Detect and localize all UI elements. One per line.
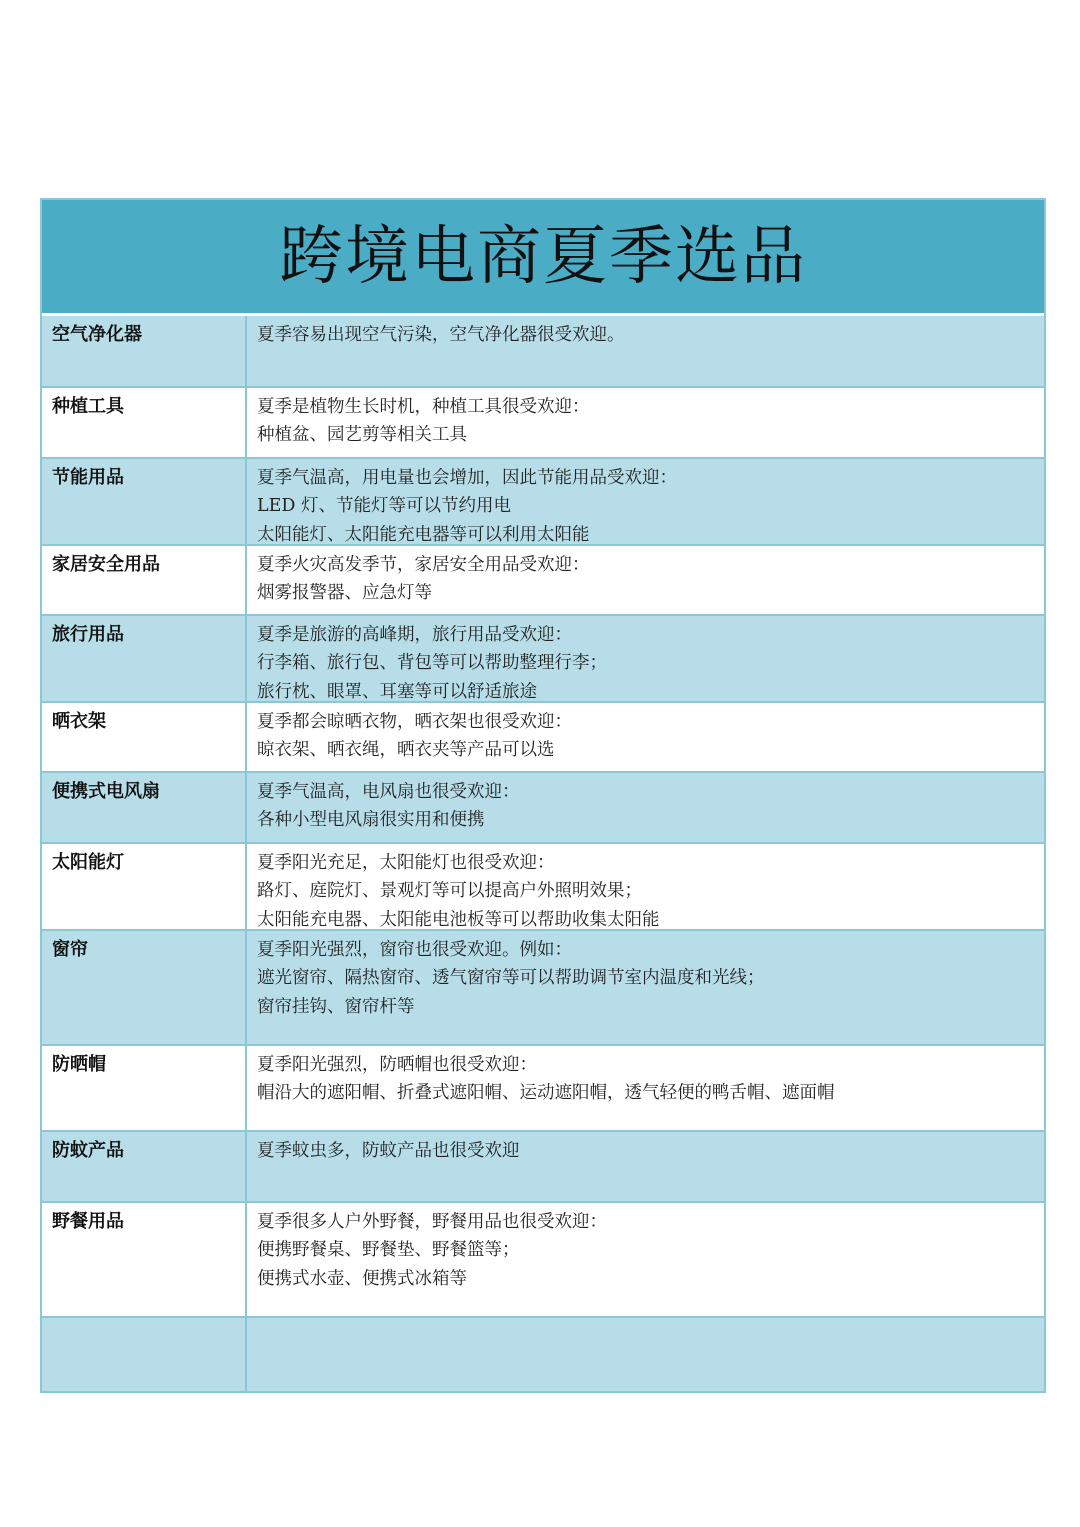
description-line: 路灯、庭院灯、景观灯等可以提高户外照明效果； <box>257 881 642 902</box>
description-line: 遮光窗帘、隔热窗帘、透气窗帘等可以帮助调节室内温度和光线； <box>257 968 765 989</box>
description-line: 帽沿大的遮阳帽、折叠式遮阳帽、运动遮阳帽，透气轻便的鸭舌帽、遮面帽 <box>257 1083 835 1104</box>
description-line: 各种小型电风扇很实用和便携 <box>257 810 485 831</box>
table-row <box>42 1318 1044 1391</box>
table-row <box>42 459 1044 546</box>
category-name-cell: 节能用品 <box>42 459 247 544</box>
description-line: 夏季很多人户外野餐，野餐用品也很受欢迎： <box>257 1212 607 1232</box>
description-line: 烟雾报警器、应急灯等 <box>257 583 432 604</box>
description-cell <box>247 931 1044 1044</box>
description-line: 夏季气温高，用电量也会增加，因此节能用品受欢迎： <box>257 468 677 488</box>
description-cell <box>247 616 1044 701</box>
category-name-cell: 防蚊产品 <box>42 1132 247 1201</box>
description-line: 夏季容易出现空气污染，空气净化器很受欢迎。 <box>257 325 625 345</box>
description-line: 夏季阳光充足，太阳能灯也很受欢迎： <box>257 853 555 873</box>
category-name-cell: 家居安全用品 <box>42 546 247 614</box>
table-row <box>42 773 1044 844</box>
category-name-cell: 野餐用品 <box>42 1203 247 1316</box>
description-cell <box>247 1318 1044 1391</box>
description-line: LED 灯、节能灯等可以节约用电 <box>257 496 511 517</box>
description-cell <box>247 388 1044 457</box>
description-line: 太阳能灯、太阳能充电器等可以利用太阳能 <box>257 524 590 545</box>
description-line: 太阳能充电器、太阳能电池板等可以帮助收集太阳能 <box>257 909 660 930</box>
description-line: 种植盆、园艺剪等相关工具 <box>257 425 467 446</box>
category-name-cell: 防晒帽 <box>42 1046 247 1130</box>
table-row <box>42 844 1044 931</box>
table-row <box>42 1203 1044 1318</box>
description-line: 晾衣架、晒衣绳，晒衣夹等产品可以选 <box>257 740 555 761</box>
category-name-cell: 太阳能灯 <box>42 844 247 929</box>
description-cell <box>247 703 1044 771</box>
table-row <box>42 703 1044 773</box>
description-cell <box>247 844 1044 929</box>
description-cell <box>247 546 1044 614</box>
category-name-cell: 旅行用品 <box>42 616 247 701</box>
description-line: 夏季是旅游的高峰期，旅行用品受欢迎： <box>257 625 572 645</box>
category-name-cell: 便携式电风扇 <box>42 773 247 842</box>
table-row <box>42 316 1044 388</box>
description-cell <box>247 1132 1044 1201</box>
title-bar <box>42 200 1044 316</box>
table-row <box>42 1132 1044 1203</box>
description-cell <box>247 1046 1044 1130</box>
selection-table <box>40 198 1046 1393</box>
category-name-cell: 种植工具 <box>42 388 247 457</box>
description-line: 窗帘挂钩、窗帘杆等 <box>257 996 415 1017</box>
description-cell <box>247 316 1044 386</box>
table-row <box>42 546 1044 616</box>
description-line: 便携式水壶、便携式冰箱等 <box>257 1268 467 1289</box>
category-name-cell: 窗帘 <box>42 931 247 1044</box>
description-cell <box>247 1203 1044 1316</box>
table-row <box>42 1046 1044 1132</box>
description-cell <box>247 773 1044 842</box>
description-line: 夏季都会晾晒衣物，晒衣架也很受欢迎： <box>257 712 572 732</box>
category-name-cell <box>42 1318 247 1391</box>
table-row <box>42 616 1044 703</box>
description-line: 夏季蚊虫多，防蚊产品也很受欢迎 <box>257 1141 520 1161</box>
table-row <box>42 388 1044 459</box>
table-row <box>42 931 1044 1046</box>
description-line: 夏季是植物生长时机，种植工具很受欢迎： <box>257 397 590 417</box>
category-name-cell: 晒衣架 <box>42 703 247 771</box>
description-line: 夏季火灾高发季节，家居安全用品受欢迎： <box>257 555 590 575</box>
description-cell <box>247 459 1044 544</box>
page-title: 跨境电商夏季选品 <box>279 219 807 294</box>
description-line: 便携野餐桌、野餐垫、野餐篮等； <box>257 1240 520 1261</box>
category-name-cell: 空气净化器 <box>42 316 247 386</box>
description-line: 夏季气温高，电风扇也很受欢迎： <box>257 782 520 802</box>
table-body <box>42 316 1044 1391</box>
description-line: 夏季阳光强烈，窗帘也很受欢迎。例如： <box>257 940 572 960</box>
description-line: 行李箱、旅行包、背包等可以帮助整理行李； <box>257 653 607 674</box>
description-line: 夏季阳光强烈，防晒帽也很受欢迎： <box>257 1055 537 1075</box>
description-line: 旅行枕、眼罩、耳塞等可以舒适旅途 <box>257 681 537 702</box>
